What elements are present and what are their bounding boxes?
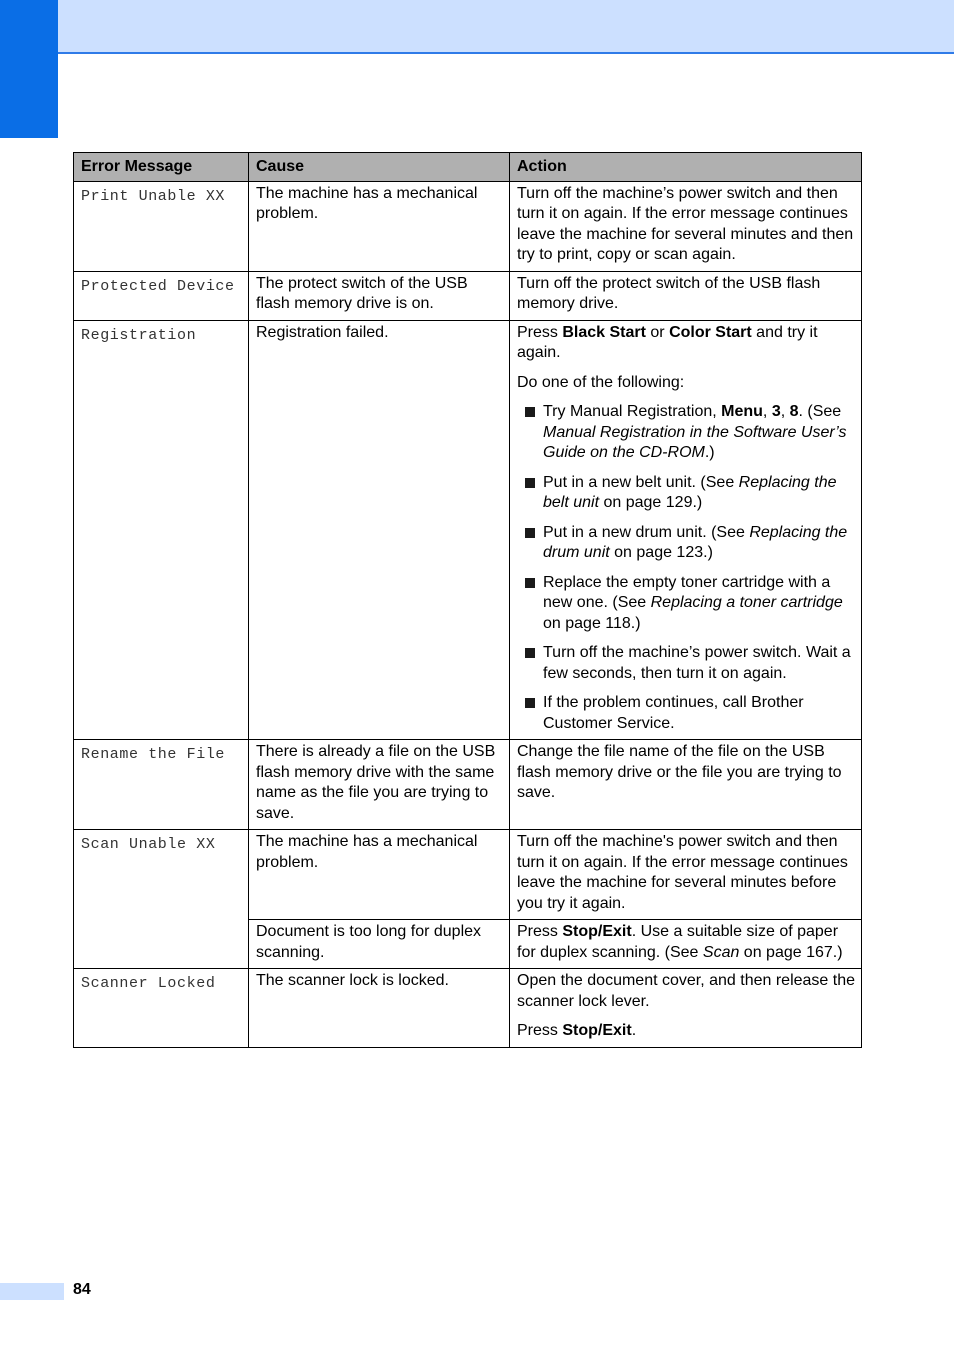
bullet-item: Put in a new drum unit. (See Replacing the drum unit on page 123.) [517,523,855,564]
error-cell [74,740,249,830]
error-message: Protected Device [81,277,235,295]
cause-cell: There is already a file on the USB flash memory drive with the same name as the file you are trying to save. [249,740,510,830]
square-bullet-icon [525,698,535,708]
error-message: Rename the File [81,746,226,763]
cause-cell: The scanner lock is locked. [249,969,510,1048]
square-bullet-icon [525,407,535,417]
action-cell [510,969,862,1048]
square-bullet-icon [525,578,535,588]
error-message: Registration [81,326,197,344]
bullet-item: If the problem continues, call Brother Customer Service. [517,693,855,734]
error-cell [74,969,249,1048]
error-cell [74,320,249,740]
bullet-item: Try Manual Registration, Menu, 3, 8. (See Manual Registration in the Software User’s Guide on the CD-ROM.) [517,402,855,464]
bullet-item: Replace the empty toner cartridge with a new one. (See Replacing a toner cartridge on page 118.) [517,573,855,635]
bullet-item: Turn off the machine’s power switch. Wait a few seconds, then turn it on again. [517,643,855,684]
header-action: Action [510,153,862,182]
table-row [74,830,862,920]
cause-cell: Document is too long for duplex scanning. [249,920,510,969]
action-cell: Turn off the protect switch of the USB flash memory drive. [510,271,862,320]
error-cell [74,181,249,271]
action-paragraph: Open the document cover, and then release the scanner lock lever. [517,972,856,1010]
action-cell: Change the file name of the file on the USB flash memory drive or the file you are trying to save. [510,740,862,830]
square-bullet-icon [525,648,535,658]
error-message: Print Unable XX [81,187,226,205]
error-cell [74,830,249,969]
header-cause: Cause [249,153,510,182]
error-message: Scanner Locked [81,975,216,992]
cause-cell: The machine has a mechanical problem. [249,181,510,271]
action-paragraph: Do one of the following: [517,373,685,391]
action-cell [510,320,862,740]
error-message: Scan Unable XX [81,836,216,853]
square-bullet-icon [525,478,535,488]
chapter-tab [0,0,58,138]
header-error-message: Error Message [74,153,249,182]
action-paragraph: Press Stop/Exit. [517,1022,637,1039]
cause-cell: Registration failed. [249,320,510,740]
bullet-item: Put in a new belt unit. (See Replacing the belt unit on page 129.) [517,473,855,514]
table-row [74,320,862,740]
action-cell: Turn off the machine’s power switch and then turn it on again. If the error message continues leave the machine for several minutes and then try to print, copy or scan again. [510,181,862,271]
page-number-bar [0,1283,64,1300]
error-cell [74,271,249,320]
table-row [74,740,862,830]
cause-cell: The protect switch of the USB flash memory drive is on. [249,271,510,320]
table-row [74,271,862,320]
page-number: 84 [73,1281,91,1298]
action-bullet-list [517,402,855,734]
action-cell: Press Stop/Exit. Use a suitable size of paper for duplex scanning. (See Scan on page 167.) [510,920,862,969]
error-message-table [73,152,862,1048]
cause-cell: The machine has a mechanical problem. [249,830,510,920]
table-header-row [74,153,862,182]
table-row [74,181,862,271]
action-paragraph: Press Black Start or Color Start and try it again. [517,323,818,361]
table-row [74,969,862,1048]
action-cell: Turn off the machine's power switch and then turn it on again. If the error message continues leave the machine for several minutes before you try it again. [510,830,862,920]
square-bullet-icon [525,528,535,538]
page-header-band [58,0,954,54]
